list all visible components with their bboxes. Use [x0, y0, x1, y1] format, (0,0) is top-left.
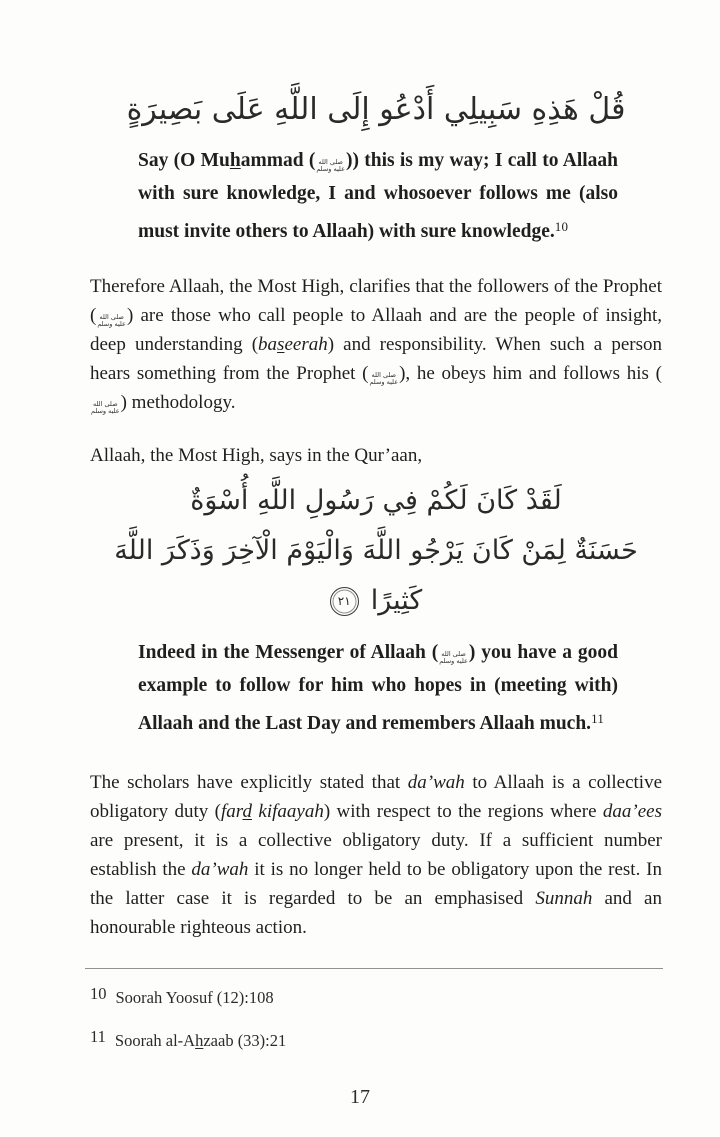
- text-segment: are present, it is a collective obligatory duty. If a sufficient number establish the: [90, 830, 662, 880]
- text-segment: Soorah al-A: [114, 1031, 196, 1050]
- text-segment: da’wah: [407, 772, 465, 793]
- text-segment: Indeed in the Messenger of Allaah (: [138, 642, 439, 663]
- text-segment: it is no longer held to be obligatory upon the rest. In the latter case it is regarded to be an emphasised: [90, 859, 663, 909]
- text-segment: zaab (33):21: [203, 1031, 287, 1050]
- text-segment: ba: [258, 334, 278, 355]
- footnote-divider: [85, 968, 663, 969]
- verse-number-medallion: ٢١: [330, 587, 359, 616]
- text-segment: to Allaah is a collective obligatory duty (: [90, 772, 662, 822]
- text-segment: daa’ees: [602, 801, 662, 822]
- text-segment: Therefore Allaah, the Most High, clarifies that the followers of the Prophet (: [90, 276, 662, 326]
- honorific-saw-icon: صلى الله عليه وسلم: [439, 650, 468, 665]
- paragraph-commentary-1: [90, 272, 662, 417]
- honorific-saw-icon: صلى الله عليه وسلم: [369, 371, 399, 386]
- text-segment: kifaayah: [251, 801, 324, 822]
- footnote-text: [115, 1031, 286, 1050]
- footnote-text: [116, 988, 274, 1007]
- honorific-saw-icon: صلى الله عليه وسلم: [97, 313, 126, 328]
- text-segment: Soorah Yoosuf (12):108: [115, 988, 274, 1007]
- text-segment: da’wah: [191, 859, 249, 880]
- text-segment: s: [277, 334, 285, 355]
- text-segment: ) and responsibility. When such a person hears something from the Prophet (: [90, 334, 662, 384]
- footnote-number: 10: [90, 984, 107, 1003]
- verse-translation-2: [138, 636, 618, 740]
- text-segment: Say (O Mu: [138, 150, 230, 171]
- text-segment: ) you have a good example to follow for him who hopes in (meeting with) Allaah and the Last Day and remembers Allaah much.: [138, 642, 618, 734]
- text-segment: h: [195, 1031, 204, 1050]
- verse-intro-line: Allaah, the Most High, says in the Qur’aan,: [90, 445, 423, 466]
- quran-verse-arabic-1: قُلْ هَذِهِ سَبِيلِي أَدْعُو إِلَى اللَّهِ عَلَى بَصِيرَةٍ: [126, 92, 626, 127]
- quran-verse-arabic-2-line-1: لَقَدْ كَانَ لَكُمْ فِي رَسُولِ اللَّهِ أُسْوَةٌ: [190, 485, 562, 516]
- honorific-saw-icon: صلى الله عليه وسلم: [316, 158, 345, 173]
- verse-text: حَسَنَةٌ لِمَنْ كَانَ يَرْجُو اللَّهَ وَالْيَوْمَ الْآخِرَ وَذَكَرَ اللَّهَ كَثِيرًا: [114, 535, 638, 616]
- text-segment: ) with respect to the regions where: [323, 801, 603, 822]
- page-number: 17: [350, 1086, 370, 1108]
- honorific-saw-icon: صلى الله عليه وسلم: [91, 400, 120, 415]
- footnote-number: 11: [90, 1027, 106, 1046]
- quran-verse-arabic-2-line-2: [90, 526, 662, 626]
- text-segment: d: [242, 801, 252, 822]
- text-segment: and an honourable righteous action.: [90, 888, 662, 938]
- text-segment: eerah: [284, 334, 328, 355]
- paragraph-commentary-2: [90, 768, 662, 942]
- footnote-11: [90, 1027, 662, 1052]
- text-segment: far: [221, 801, 243, 822]
- text-segment: ammad (: [240, 150, 316, 171]
- text-segment: 10: [554, 219, 569, 234]
- text-segment: ) methodology.: [120, 392, 236, 413]
- footnote-10: [90, 984, 662, 1009]
- text-segment: ), he obeys him and follows his (: [399, 363, 662, 384]
- text-segment: )) this is my way; I call to Allaah with sure knowledge, I and whosoever follows me (also must invite others to Allaah) with sure knowledge.: [138, 150, 618, 242]
- text-segment: h: [229, 150, 241, 171]
- verse-translation-1: [138, 144, 618, 248]
- text-segment: ) are those who call people to Allaah and are the people of insight, deep understanding (: [90, 305, 662, 355]
- text-segment: The scholars have explicitly stated that: [90, 772, 408, 793]
- quran-verse-arabic-2: [90, 476, 662, 626]
- text-segment: 11: [591, 711, 605, 726]
- text-segment: Sunnah: [535, 888, 593, 909]
